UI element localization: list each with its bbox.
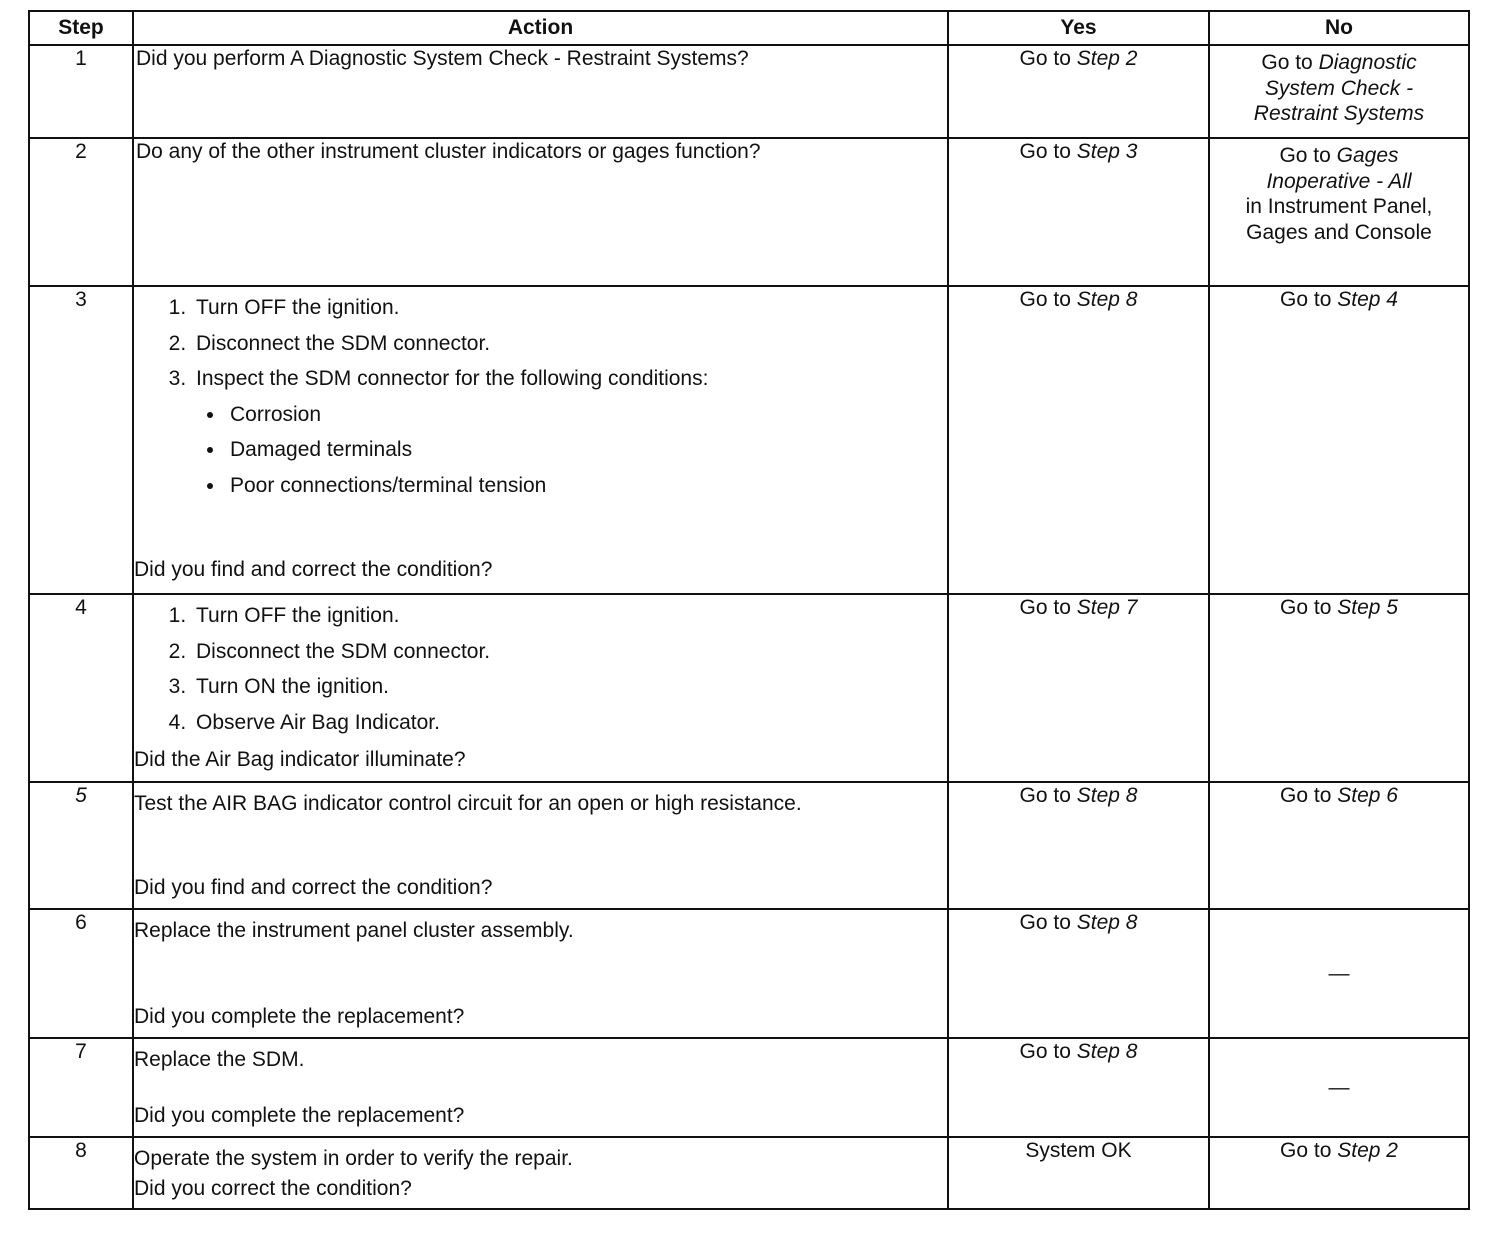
no-cell [1209, 45, 1469, 138]
header-action: Action [133, 11, 948, 45]
action-question: Did you complete the replacement? [134, 1005, 465, 1029]
header-row [29, 11, 1469, 45]
action-text: Test the AIR BAG indicator control circuit for an open or high resistance. [134, 792, 802, 815]
condition-list [196, 402, 947, 499]
action-cell [133, 1038, 948, 1137]
action-steps [134, 295, 947, 509]
action-text: Replace the SDM. [134, 1048, 305, 1071]
step-number: 7 [29, 1038, 133, 1137]
no-cell [1209, 1137, 1469, 1209]
action-cell [133, 138, 948, 286]
no-cell [1209, 594, 1469, 782]
no-prefix: Go to [1280, 1139, 1332, 1162]
action-step-item: 2. Disconnect the SDM connector. [192, 331, 947, 357]
action-text: Replace the instrument panel cluster assembly. [134, 919, 574, 942]
yes-step-link[interactable]: Step 3 [1076, 140, 1138, 163]
action-steps [134, 603, 947, 735]
no-line4: Gages and Console [1246, 220, 1432, 244]
table-row [29, 286, 1469, 594]
yes-step-link[interactable]: Step 8 [1076, 784, 1138, 807]
yes-step-link[interactable]: Step 8 [1076, 288, 1138, 311]
no-step-link[interactable]: Step 5 [1337, 596, 1398, 619]
action-cell [133, 1137, 948, 1209]
table-row [29, 138, 1469, 286]
no-prefix: Go to [1280, 596, 1332, 619]
no-prefix: Go to [1261, 51, 1313, 74]
yes-cell [948, 286, 1209, 594]
yes-step-link[interactable]: Step 8 [1076, 911, 1138, 934]
yes-cell [948, 594, 1209, 782]
yes-prefix: Go to [1019, 911, 1071, 934]
header-step: Step [29, 11, 133, 45]
yes-step-link[interactable]: Step 7 [1076, 596, 1138, 619]
no-cell [1209, 138, 1469, 286]
step-number: 3 [29, 286, 133, 594]
table-row [29, 909, 1469, 1038]
action-cell [133, 782, 948, 909]
no-dash: — [1328, 961, 1350, 985]
no-line3: in Instrument Panel, [1245, 195, 1433, 219]
yes-prefix: Go to [1019, 596, 1071, 619]
action-step-item: 1. Turn OFF the ignition. [192, 603, 947, 629]
action-text: Operate the system in order to verify the repair. [134, 1147, 573, 1170]
action-question: Did you complete the replacement? [134, 1104, 465, 1128]
step-number: 8 [29, 1137, 133, 1209]
yes-text: System OK [1025, 1139, 1132, 1162]
step-number: 4 [29, 594, 133, 782]
step-number: 2 [29, 138, 133, 286]
no-step-link[interactable]: Step 2 [1337, 1139, 1398, 1162]
action-cell [133, 909, 948, 1038]
no-step-link[interactable]: Step 6 [1337, 784, 1398, 807]
yes-step-link[interactable]: Step 8 [1076, 1040, 1138, 1063]
action-step-item [192, 366, 947, 498]
action-question: Do any of the other instrument cluster indicators or gages function? [136, 140, 761, 163]
step-number: 6 [29, 909, 133, 1038]
yes-prefix: Go to [1019, 47, 1071, 70]
condition-item: • Damaged terminals [226, 437, 947, 463]
action-question: Did you perform A Diagnostic System Check - Restraint Systems? [136, 47, 749, 70]
no-ref-line2[interactable]: System Check - [1264, 76, 1414, 100]
no-cell [1209, 909, 1469, 1038]
action-step-item: 3. Turn ON the ignition. [192, 674, 947, 700]
yes-cell [948, 909, 1209, 1038]
action-step-item: 1. Turn OFF the ignition. [192, 295, 947, 321]
action-question: Did the Air Bag indicator illuminate? [134, 748, 466, 772]
no-ref-line1[interactable]: Diagnostic [1318, 51, 1417, 74]
yes-cell [948, 1038, 1209, 1137]
header-no: No [1209, 11, 1469, 45]
yes-cell [948, 45, 1209, 138]
no-step-link[interactable]: Step 4 [1337, 288, 1398, 311]
header-yes: Yes [948, 11, 1209, 45]
action-cell [133, 286, 948, 594]
no-cell [1209, 1038, 1469, 1137]
no-prefix: Go to [1279, 144, 1331, 167]
no-cell [1209, 286, 1469, 594]
no-prefix: Go to [1280, 784, 1332, 807]
yes-prefix: Go to [1019, 1040, 1071, 1063]
yes-step-link[interactable]: Step 2 [1076, 47, 1138, 70]
step-number: 1 [29, 45, 133, 138]
action-question: Did you correct the condition? [134, 1177, 412, 1201]
diagnostic-table [28, 10, 1470, 1210]
yes-prefix: Go to [1019, 288, 1071, 311]
action-cell [133, 45, 948, 138]
condition-item: • Poor connections/terminal tension [226, 473, 947, 499]
action-step-item: 4. Observe Air Bag Indicator. [192, 710, 947, 736]
no-cell [1209, 782, 1469, 909]
condition-item: • Corrosion [226, 402, 947, 428]
table-row [29, 782, 1469, 909]
no-ref-line2[interactable]: Inoperative - All [1266, 169, 1412, 193]
yes-cell [948, 138, 1209, 286]
yes-prefix: Go to [1019, 784, 1071, 807]
no-ref-line3[interactable]: Restraint Systems [1253, 102, 1425, 126]
no-prefix: Go to [1280, 288, 1332, 311]
table-row [29, 1038, 1469, 1137]
action-question: Did you find and correct the condition? [134, 558, 493, 582]
yes-prefix: Go to [1019, 140, 1071, 163]
yes-cell [948, 1137, 1209, 1209]
table-row [29, 594, 1469, 782]
yes-cell [948, 782, 1209, 909]
no-dash: — [1328, 1075, 1350, 1099]
step-number: 5 [29, 782, 133, 909]
table-row [29, 1137, 1469, 1209]
table-row [29, 45, 1469, 138]
no-ref-line1[interactable]: Gages [1336, 144, 1399, 167]
action-step-item: 2. Disconnect the SDM connector. [192, 639, 947, 665]
action-cell [133, 594, 948, 782]
action-question: Did you find and correct the condition? [134, 876, 493, 900]
action-step-text: Inspect the SDM connector for the following conditions: [196, 367, 709, 391]
